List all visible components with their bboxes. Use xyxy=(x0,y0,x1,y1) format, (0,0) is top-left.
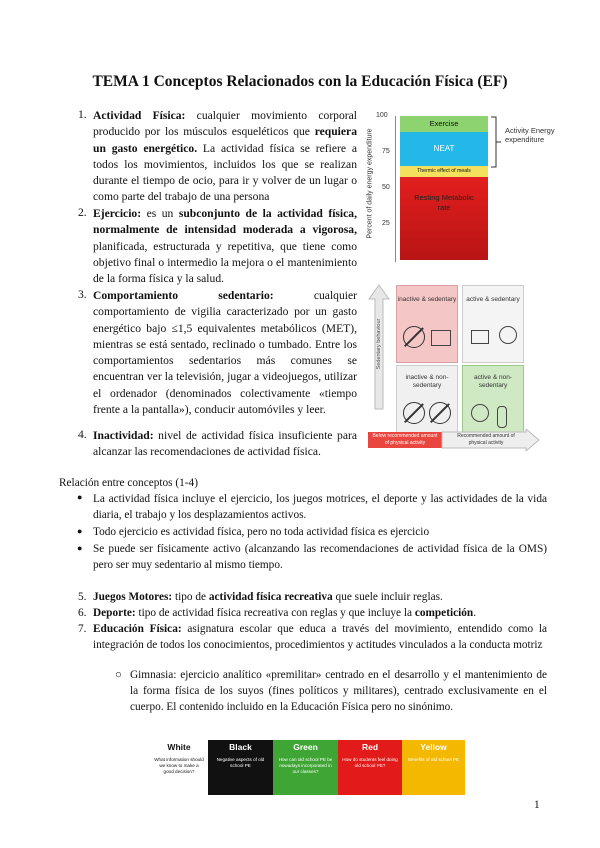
relation-heading: Relación entre conceptos (1-4) xyxy=(59,477,198,489)
relation-bullet: Todo ejercicio es actividad física, pero no toda actividad física es ejercicio xyxy=(93,526,430,538)
concept-ejercicio: Ejercicio: es un subconjunto de la actividad física, normalmente de intensidad moderada a vigorosa, planificada, estructurada y repetitiva, que tiene como objetivo final o intermedio la mejora o el mantenimiento de la forma física y la salud. xyxy=(93,207,357,286)
bullet-icon: ● xyxy=(77,492,83,502)
banner-desc: How do students feel doing old school PE? xyxy=(342,757,398,768)
banner-desc: What information should we know to make a good decision? xyxy=(154,757,204,774)
concept-deporte: Deporte: tipo de actividad física recreativa con reglas y que incluye la competición. xyxy=(93,607,477,619)
below-recommended-label: Below recommended amount of physical activity xyxy=(372,433,438,446)
tick-label: 25 xyxy=(382,220,390,227)
concept-term: Educación Física: xyxy=(93,623,182,635)
concept-comportamiento-sedentario: Comportamiento sedentario: cualquier comportamiento de vigilia caracterizado por un gasto energético bajo ≤1,5 equivalentes metabólicos (MET), mientras se está sentado, reclinado o tumbado. Entre los comportamientos sedentarios más comunes se encuentran ver la televisión, jugar a videojuegos, utilizar el ordenador (denominados colectivamente «tiempo frente a la pantalla»), conducir automóviles y leer. xyxy=(93,289,357,417)
segment-label: Resting Metabolic rate xyxy=(414,193,474,212)
prohibited-icon xyxy=(429,402,451,424)
banner-title: White xyxy=(167,742,191,752)
relation-bullet: Se puede ser físicamente activo (alcanzando las recomendaciones de actividad física de la OMS) pero ser muy sedentario al mismo tiempo. xyxy=(93,543,547,571)
bullet-icon: ● xyxy=(77,526,83,536)
tick-label: 75 xyxy=(382,148,390,155)
banner-yellow xyxy=(402,740,465,795)
quadrant-label: active & non-sedentary xyxy=(474,374,512,389)
prohibited-icon xyxy=(403,402,425,424)
concept-term: Inactividad: xyxy=(93,429,154,442)
quadrant-label: inactive & non-sedentary xyxy=(405,374,449,389)
y-axis-line xyxy=(395,116,396,262)
relation-bullet: La actividad física incluye el ejercicio, los juegos motrices, el deporte y las actividades de la vida diaria, el trabajo y los desplazamientos activos. xyxy=(93,493,547,521)
concept-term: Actividad Física: xyxy=(93,109,186,122)
segment-exercise: Exercise xyxy=(400,116,488,132)
prohibited-icon xyxy=(403,326,425,348)
bicycle-icon xyxy=(471,404,489,422)
desk-icon xyxy=(431,330,451,346)
segment-thermic-effect: Thermic effect of meals xyxy=(400,166,488,177)
quadrant-active-sedentary xyxy=(462,285,524,363)
segment-resting-metabolic xyxy=(400,177,488,260)
bicycle-icon xyxy=(499,326,517,344)
tick-label: 50 xyxy=(382,184,390,191)
concept-number: 5. xyxy=(78,591,87,603)
page-title: TEMA 1 Conceptos Relacionados con la Educación Física (EF) xyxy=(92,73,508,90)
banner-title: Green xyxy=(293,742,318,752)
banner-title: Black xyxy=(229,742,252,752)
y-axis-label: Percent of daily energy expenditure xyxy=(366,128,374,239)
concept-term: Deporte: xyxy=(93,607,136,619)
concept-number: 6. xyxy=(78,607,87,619)
tick-label: 100 xyxy=(376,112,388,119)
concept-term: Ejercicio: xyxy=(93,207,142,220)
sub-item-gimnasia: Gimnasia: ejercicio analítico «premilitar» centrado en el desarrollo y el mantenimiento de la forma física de los suyos (fines políticos y militares), centrado exclusivamente en el cuerpo. El contenido incluido en la Educación Física pero no sinónimo. xyxy=(130,669,547,713)
quadrant-label: active & sedentary xyxy=(466,296,520,303)
energy-expenditure-figure xyxy=(362,108,555,268)
activity-energy-label: Activity Energy expenditure xyxy=(505,126,555,144)
banner-title: Red xyxy=(361,742,379,752)
concept-juegos-motores: Juegos Motores: tipo de actividad física recreativa que suele incluir reglas. xyxy=(93,591,443,603)
concept-term: Comportamiento sedentario: xyxy=(93,289,274,302)
concept-number: 7. xyxy=(78,623,87,635)
banner-green xyxy=(273,740,338,795)
computer-icon xyxy=(471,330,489,344)
activity-bracket xyxy=(490,116,502,168)
banner-red xyxy=(338,740,402,795)
concept-educacion-fisica: Educación Física: asignatura escolar que educa a través del movimiento, entendido como la integración de todos los conocimientos, procedimientos y actitudes vinculados a la conducta motriz xyxy=(93,623,548,651)
page-number: 1 xyxy=(534,799,540,811)
quadrant-label: inactive & sedentary xyxy=(397,296,457,303)
quadrant-inactive-sedentary xyxy=(396,285,458,363)
six-hats-banner xyxy=(150,740,465,795)
concept-inactividad: Inactividad: nivel de actividad física insuficiente para alcanzar las recomendaciones de actividad física. xyxy=(93,429,357,459)
recommended-label: Recommended amount of physical activity xyxy=(457,433,515,446)
bullet-icon: ● xyxy=(77,543,83,553)
concept-number: 1. xyxy=(78,108,87,121)
segment-neat: NEAT xyxy=(400,132,488,166)
concept-number: 2. xyxy=(78,206,87,219)
concept-number: 3. xyxy=(78,288,87,301)
banner-white xyxy=(150,740,208,795)
banner-desc: Benefits of old school PE xyxy=(407,757,460,762)
sedentary-activity-figure xyxy=(368,283,540,453)
sub-item-marker: ○ xyxy=(115,669,122,681)
runner-icon xyxy=(497,406,507,428)
left-axis-label: Sedentary behaviour xyxy=(376,318,382,370)
banner-black xyxy=(208,740,273,795)
banner-desc: Negative aspects of old school PE xyxy=(216,757,265,768)
concept-term: Juegos Motores: xyxy=(93,591,173,603)
banner-title: Yellow xyxy=(420,742,447,752)
concept-actividad-fisica: Actividad Física: cualquier movimiento corporal producido por los músculos esqueléticos que requiera un gasto energético. La actividad física se refiere a todos los movimientos, incluidos los que se realizan durante el tiempo de ocio, para ir y volver de un lugar o como parte del trabajo de una persona xyxy=(93,109,357,204)
banner-desc: How can old school PE be nowadays incorporated in our classes? xyxy=(278,757,333,774)
concept-number: 4. xyxy=(78,428,87,441)
